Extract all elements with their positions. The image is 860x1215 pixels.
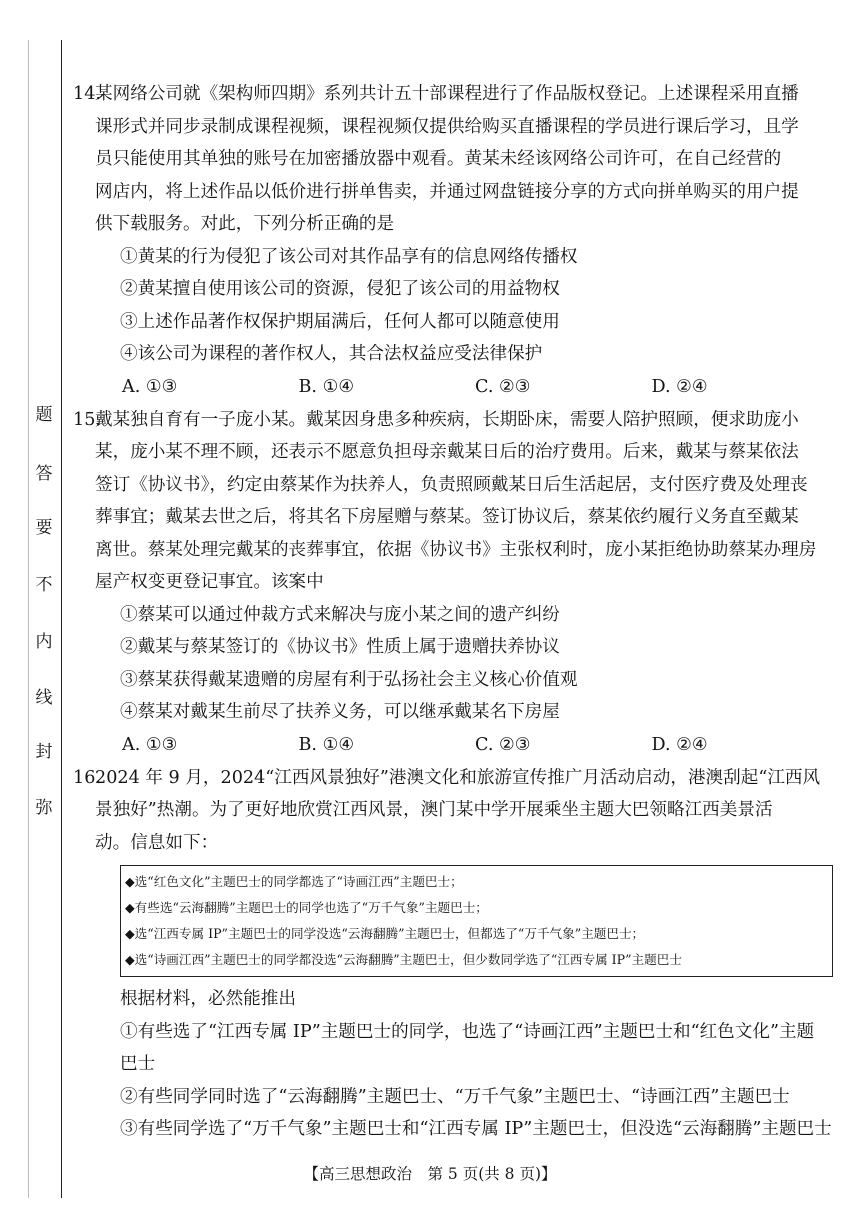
question-14	[73, 78, 828, 404]
question-number: 16.	[73, 767, 101, 788]
margin-edge-line	[28, 40, 29, 1198]
answer-choices	[122, 729, 828, 762]
binding-line	[61, 40, 62, 1198]
question-14-stem	[73, 78, 828, 241]
info-rule: ◆选“江西专属 IP”主题巴士的同学没选“云海翻腾”主题巴士，但都选了“万千气象”主题巴士；	[125, 926, 645, 941]
stem-line	[73, 762, 828, 795]
question-15	[73, 404, 828, 762]
stem-text: 2024 年 9 月，2024“江西风景独好”港澳文化和旅游宣传推广月活动启动，港澳刮起“江西风	[95, 767, 821, 788]
stem-line: 葬事宜；戴某去世之后，将其名下房屋赠与蔡某。签订协议后，蔡某依约履行义务直至戴某	[95, 507, 799, 527]
choice-a[interactable]: A. ①③	[122, 376, 178, 397]
stem-line	[73, 78, 828, 111]
question-16	[73, 762, 832, 1146]
choice-c[interactable]: C. ②③	[475, 376, 531, 397]
statement-item: ①蔡某可以通过仲裁方式来解决与庞小某之间的遗产纠纷	[120, 604, 560, 625]
stem-line: 签订《协议书》，约定由蔡某作为扶养人，负责照顾戴某日后生活起居，支付医疗费及处理丧	[95, 474, 808, 495]
stem-line: 动。信息如下：	[95, 832, 219, 853]
question-number: 14.	[73, 84, 101, 104]
choice-d[interactable]: D. ②④	[651, 734, 708, 755]
statement-item: ③上述作品著作权保护期届满后，任何人都可以随意使用	[120, 311, 560, 332]
statement-item: ②有些同学同时选了“云海翻腾”主题巴士、“万千气象”主题巴士、“诗画江西”主题巴士	[120, 1086, 790, 1107]
stem-line: 屋产权变更登记事宜。该案中	[95, 572, 324, 592]
page-content	[73, 78, 832, 1146]
stem-text: 戴某独自育有一子庞小某。戴某因身患多种疾病，长期卧床，需要人陪护照顾，便求助庞小	[95, 409, 799, 430]
answer-choices	[122, 371, 828, 404]
question-15-stem	[73, 404, 828, 599]
seal-char: 不	[35, 575, 53, 595]
statement-item: ③蔡某获得戴某遗赠的房屋有利于弘扬社会主义核心价值观	[120, 669, 578, 690]
seal-char: 答	[35, 464, 53, 484]
choice-b[interactable]: B. ①④	[298, 376, 355, 397]
statement-item: ②戴某与蔡某签订的《协议书》性质上属于遗赠扶养协议	[120, 637, 560, 657]
stem-line	[73, 404, 828, 437]
statement-item: ④该公司为课程的著作权人，其合法权益应受法律保护	[120, 344, 543, 364]
seal-char: 要	[35, 518, 53, 538]
stem-text: 某网络公司就《架构师四期》系列共计五十部课程进行了作品版权登记。上述课程采用直播	[95, 84, 799, 104]
seal-char: 题	[35, 405, 53, 425]
info-rule: ◆选“红色文化”主题巴士的同学都选了“诗画江西”主题巴士；	[125, 874, 463, 889]
info-box	[120, 865, 833, 977]
choice-c[interactable]: C. ②③	[475, 734, 531, 755]
question-prompt: 根据材料，必然能推出	[120, 989, 296, 1009]
stem-line: 课形式并同步录制成课程视频，课程视频仅提供给购买直播课程的学员进行课后学习，且学	[95, 116, 799, 137]
statement-item-continued: 巴士	[120, 1054, 156, 1074]
stem-line: 员只能使用其单独的账号在加密播放器中观看。黄某未经该网络公司许可，在自己经营的	[95, 149, 782, 169]
choice-b[interactable]: B. ①④	[298, 734, 355, 755]
stem-line: 某，庞小某不理不顾，还表示不愿意负担母亲戴某日后的治疗费用。后来，戴某与蔡某依法	[95, 442, 799, 462]
statement-item: ①黄某的行为侵犯了该公司对其作品享有的信息网络传播权	[120, 246, 578, 267]
statement-item: ③有些同学选了“万千气象”主题巴士和“江西专属 IP”主题巴士，但没选“云海翻腾”主题巴士	[120, 1119, 832, 1139]
page-footer: 【高三思想政治 第 5 页(共 8 页)】	[303, 1165, 557, 1183]
stem-line: 网店内，将上述作品以低价进行拼单售卖，并通过网盘链接分享的方式向拼单购买的用户提	[95, 181, 799, 202]
seal-char: 内	[35, 632, 53, 652]
seal-char: 弥	[35, 798, 53, 818]
choice-d[interactable]: D. ②④	[651, 376, 708, 397]
statement-item: ①有些选了“江西专属 IP”主题巴士的同学，也选了“诗画江西”主题巴士和“红色文化”主题	[120, 1021, 815, 1042]
question-16-stem	[73, 762, 828, 860]
question-number: 15.	[73, 409, 101, 430]
seal-char: 线	[35, 688, 53, 708]
info-rule: ◆选“诗画江西”主题巴士的同学都没选“云海翻腾”主题巴士，但少数同学选了“江西专属 IP”主题巴士	[125, 952, 682, 967]
seal-char: 封	[35, 742, 53, 762]
statement-item: ②黄某擅自使用该公司的资源，侵犯了该公司的用益物权	[120, 279, 560, 299]
statement-item: ④蔡某对戴某生前尽了扶养义务，可以继承戴某名下房屋	[120, 702, 560, 722]
stem-line: 供下载服务。对此，下列分析正确的是	[95, 214, 395, 234]
choice-a[interactable]: A. ①③	[122, 734, 178, 755]
stem-line: 景独好”热潮。为了更好地欣赏江西风景，澳门某中学开展乘坐主题大巴领略江西美景活	[95, 800, 773, 820]
info-rule: ◆有些选“云海翻腾”主题巴士的同学也选了“万千气象”主题巴士；	[125, 900, 488, 915]
stem-line: 离世。蔡某处理完戴某的丧葬事宜，依据《协议书》主张权利时，庞小某拒绝协助蔡某办理房	[95, 539, 817, 560]
